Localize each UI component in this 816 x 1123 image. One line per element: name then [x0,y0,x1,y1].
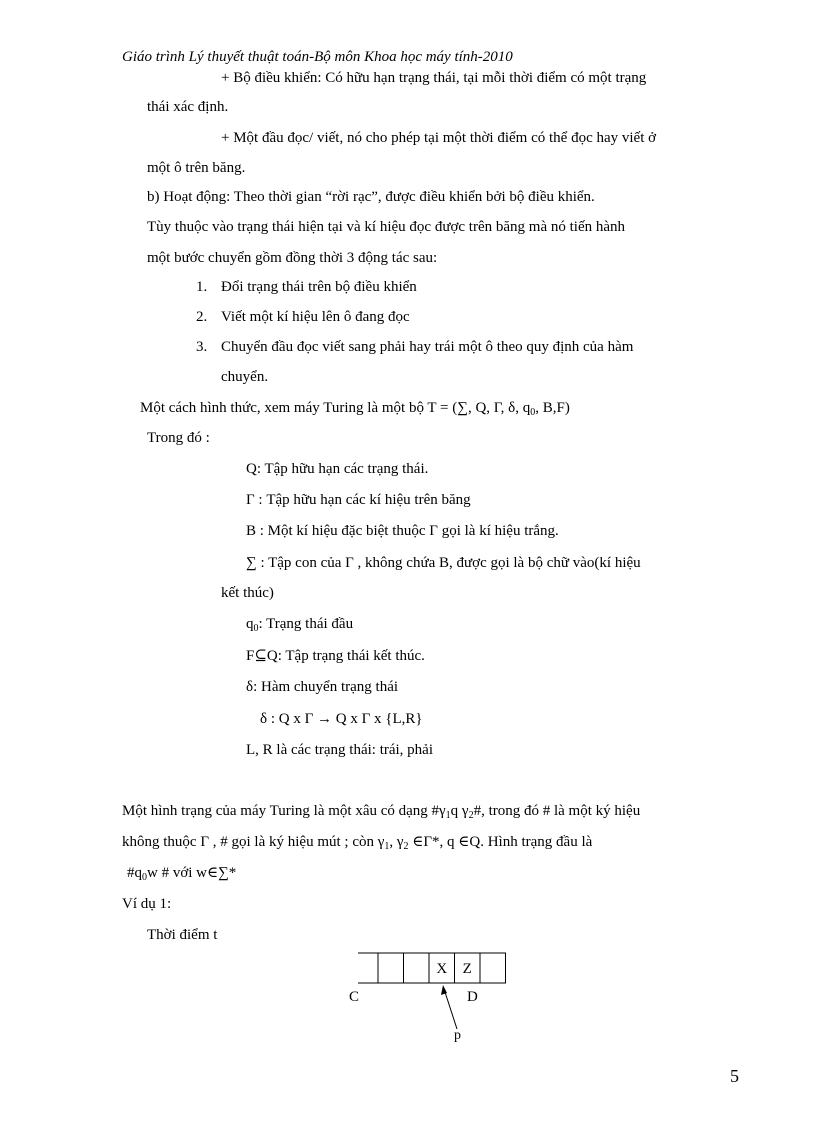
text-part: q [246,616,254,632]
text-line: Trong đó : [147,430,210,446]
text-part: #q [127,865,142,881]
transition-function: δ : Q x Γ → Q x Γ x {L,R} [260,711,423,727]
definition-item: ∑ : Tập con của Γ , không chứa B, được gọi là bộ chữ vào(kí hiệu [246,555,641,571]
list-item: Viết một kí hiệu lên ô đang đọc [221,309,410,325]
definition-item-cont: kết thúc) [221,585,274,601]
subscript: 0 [530,407,536,418]
definition-item: δ: Hàm chuyển trạng thái [246,679,399,695]
text-part: q γ [450,803,469,819]
text-line: thái xác định. [147,99,229,115]
initial-configuration [127,863,236,883]
text-line: một bước chuyển gồm đồng thời 3 động tác sau: [147,250,438,266]
list-number: 3. [196,339,208,355]
subscript: 2 [468,810,474,821]
text-part: Một cách hình thức, xem máy Turing là một bộ T = (∑, Q, Γ, δ, q [140,400,531,416]
configuration-text [122,801,640,821]
subscript: 0 [142,872,147,883]
section-b-heading: b) Hoạt động: Theo thời gian “rời rạc”, được điều khiển bởi bộ điều khiển. [147,189,595,205]
list-item: Đổi trạng thái trên bộ điều khiển [221,279,417,295]
subscript: 1 [445,810,451,821]
configuration-text [122,832,592,852]
list-item: Chuyển đầu đọc viết sang phải hay trái một ô theo quy định của hàm [221,339,634,355]
definition-item: Q: Tập hữu hạn các trạng thái. [246,461,429,477]
tape-cell-symbol: X [436,961,448,977]
text-line: + Một đầu đọc/ viết, nó cho phép tại một thời điểm có thể đọc hay viết ở [221,130,657,146]
text-part: ∈Γ*, q ∈Q. Hình trạng đầu là [408,834,593,850]
list-number: 2. [196,309,208,325]
text-part: không thuộc Γ , # gọi là ký hiệu mút ; còn γ [122,834,385,850]
text-part: w # với w∈∑* [147,865,237,881]
head-pointer-label: p [454,1028,461,1043]
definition-item: B : Một kí hiệu đặc biệt thuộc Γ gọi là kí hiệu trắng. [246,523,559,539]
head-pointer-line [444,989,457,1029]
head-pointer-arrowhead [441,985,447,995]
text-part: Một hình trạng của máy Turing là một xâu có dạng #γ [122,803,446,819]
text-line: Tùy thuộc vào trạng thái hiện tại và kí hiệu đọc được trên băng mà nó tiến hành [147,219,626,235]
definition-item [246,614,353,634]
subscript: 0 [253,623,259,634]
example-time-label: Thời điểm t [147,927,218,943]
page-number: 5 [730,1066,739,1086]
example-title: Ví dụ 1: [122,896,172,912]
turing-tape-figure [340,945,530,1045]
text-part: , γ [389,834,404,850]
formal-definition [140,398,570,418]
line-text: + Bộ điều khiển: Có hữu hạn trạng thái, tại mỗi thời điểm có một trạng [221,70,647,86]
text-part: #, trong đó # là một ký hiệu [473,803,641,819]
text-part: : Trạng thái đầu [258,616,354,632]
text-line: một ô trên băng. [147,160,246,176]
tape-cell-symbol: Z [462,961,472,977]
subscript: 2 [403,841,409,852]
subscript: 1 [384,841,390,852]
list-number: 1. [196,279,208,295]
definition-item: L, R là các trạng thái: trái, phải [246,742,434,758]
running-header: Giáo trình Lý thuyết thuật toán-Bộ môn Khoa học máy tính-2010 [122,49,513,65]
tape-left-label: C [349,989,360,1005]
list-item-cont: chuyển. [221,369,269,385]
text-part: , B,F) [535,400,570,416]
text-line [221,68,741,88]
definition-item: F⊆Q: Tập trạng thái kết thúc. [246,648,425,664]
definition-item: Γ : Tập hữu hạn các kí hiệu trên băng [246,492,471,508]
tape-right-label: D [467,989,478,1005]
